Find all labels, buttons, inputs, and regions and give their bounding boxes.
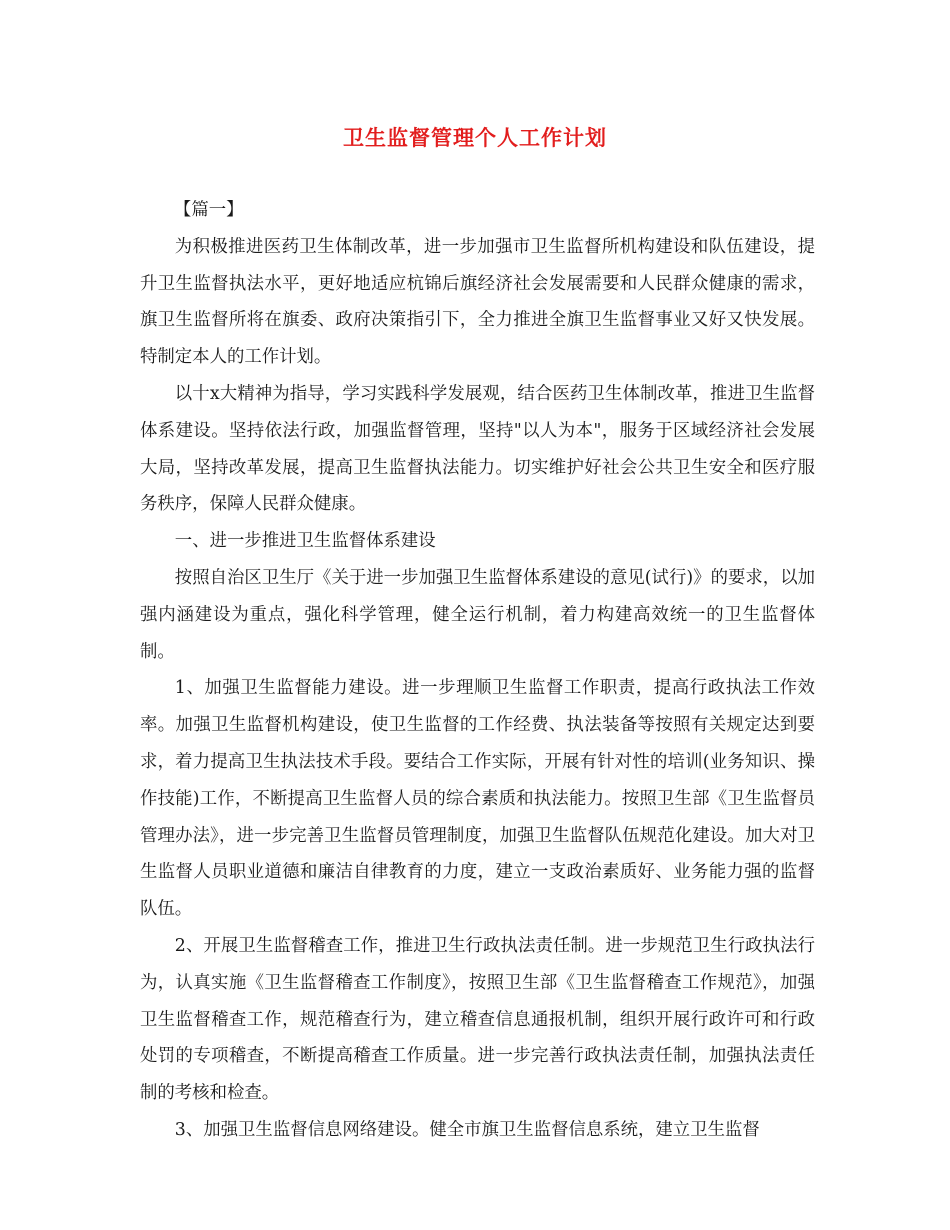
paragraph-system-building: 按照自治区卫生厅《关于进一步加强卫生监督体系建设的意见(试行)》的要求，以加强内涵建设为重点，强化科学管理，健全运行机制，着力构建高效统一的卫生监督体制。	[140, 567, 815, 662]
paragraph-item-1: 1、加强卫生监督能力建设。进一步理顺卫生监督工作职责，提高行政执法工作效率。加强卫生监督机构建设，使卫生监督的工作经费、执法装备等按照有关规定达到要求，着力提高卫生执法技术手段。要结合工作实际，开展有针对性的培训(业务知识、操作技能)工作，不断提高卫生监督人员的综合素质和执法能力。按照卫生部《卫生监督员管理办法》，进一步完善卫生监督员管理制度，加强卫生监督队伍规范化建设。加大对卫生监督人员职业道德和廉洁自律教育的力度，建立一支政治素质好、业务能力强的监督队伍。	[140, 678, 815, 920]
document-title: 卫生监督管理个人工作计划	[343, 125, 607, 150]
section-heading-1: 一、进一步推进卫生监督体系建设	[174, 531, 436, 552]
section-tag: 【篇一】	[173, 200, 244, 220]
document-body	[140, 192, 815, 1149]
paragraph-guiding-principle: 以十x大精神为指导，学习实践科学发展观，结合医药卫生体制改革，推进卫生监督体系建设。坚持依法行政，加强监督管理，坚持"以人为本"，服务于区域经济社会发展大局，坚持改革发展，提高卫生监督执法能力。切实维护好社会公共卫生安全和医疗服务秩序，保障人民群众健康。	[140, 383, 815, 515]
paragraph-intro: 为积极推进医药卫生体制改革，进一步加强市卫生监督所机构建设和队伍建设，提升卫生监督执法水平，更好地适应杭锦后旗经济社会发展需要和人民群众健康的需求，旗卫生监督所将在旗委、政府决策指引下，全力推进全旗卫生监督事业又好又快发展。特制定本人的工作计划。	[140, 236, 815, 368]
paragraph-item-2: 2、开展卫生监督稽查工作，推进卫生行政执法责任制。进一步规范卫生行政执法行为，认真实施《卫生监督稽查工作制度》，按照卫生部《卫生监督稽查工作规范》，加强卫生监督稽查工作，规范稽查行为，建立稽查信息通报机制，组织开展行政许可和行政处罚的专项稽查，不断提高稽查工作质量。进一步完善行政执法责任制，加强执法责任制的考核和检查。	[140, 935, 815, 1104]
paragraph-item-3: 3、加强卫生监督信息网络建设。健全市旗卫生监督信息系统，建立卫生监督	[174, 1119, 760, 1140]
